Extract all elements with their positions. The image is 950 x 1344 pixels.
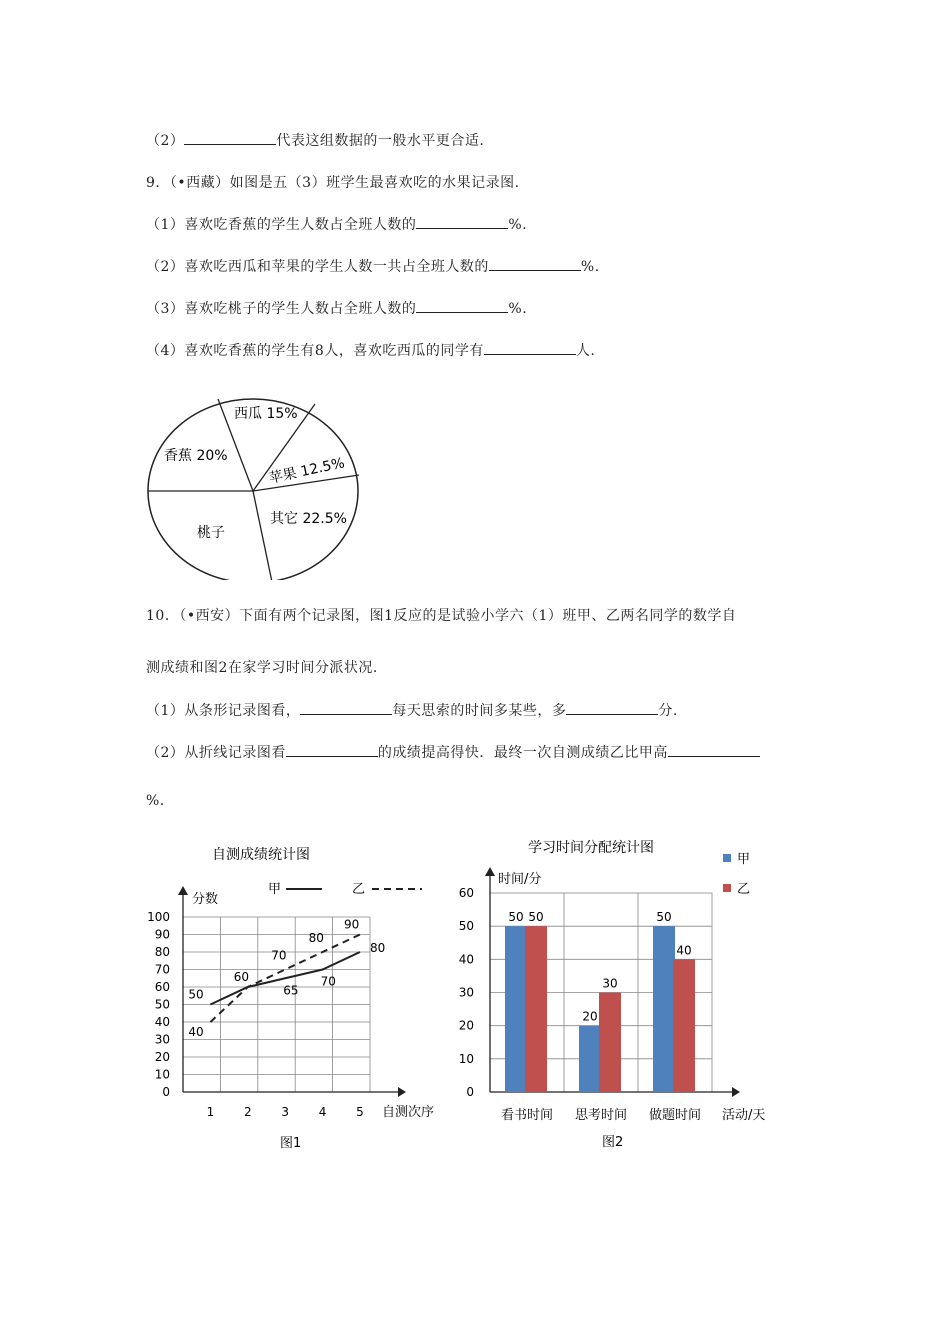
answer-blank[interactable]	[416, 298, 508, 313]
bar-value-label: 50	[508, 910, 524, 925]
q10-sub2-mid: 的成绩提高得快．最终一次自测成绩乙比甲高	[377, 745, 668, 761]
q10-sub2	[146, 742, 760, 762]
line-chart-ytick: 40	[154, 1015, 170, 1029]
q9-sub3-post: %.	[508, 301, 528, 317]
line-chart-xtick: 4	[318, 1105, 327, 1119]
q10-title-line2: 测成绩和图2在家学习时间分派状况.	[146, 660, 378, 676]
bar-b	[673, 959, 695, 1092]
bar-value-label: 30	[602, 976, 618, 991]
bar-chart-ytick: 20	[458, 1018, 474, 1033]
q10-title-line1: 10．（•西安）下面有两个记录图，图1反应的是试验小学六（1）班甲、乙两名同学的数学自	[146, 608, 737, 624]
q10-sub1-num: （1）	[146, 703, 185, 719]
answer-blank[interactable]	[484, 340, 576, 355]
line-data-label-a: 65	[283, 983, 299, 998]
bar-a	[505, 926, 527, 1092]
line-legend-label-a: 甲	[268, 882, 282, 897]
line-chart-xlabel: 自测次序	[382, 1105, 435, 1120]
q10-sub2-num: （2）	[146, 745, 185, 761]
line-chart-ytick: 10	[154, 1067, 170, 1082]
q9-sub1-post: %.	[508, 217, 528, 233]
answer-blank[interactable]	[489, 256, 581, 271]
q10-sub1	[146, 700, 678, 720]
answer-blank[interactable]	[184, 130, 276, 145]
score-line-chart	[140, 835, 460, 1155]
answer-blank[interactable]	[566, 700, 658, 715]
line-data-label-b: 40	[188, 1025, 204, 1039]
line-chart-ylabel: 分数	[192, 892, 219, 907]
q10-sub2-tail: %.	[146, 793, 165, 809]
bar-chart-title: 学习时间分配统计图	[528, 840, 654, 856]
line-chart-ytick: 30	[154, 1032, 170, 1047]
q9-sub3	[146, 298, 527, 318]
q9-sub3-pre: 喜欢吃桃子的学生人数占全班人数的	[184, 301, 417, 317]
bar-b	[525, 926, 547, 1092]
line-chart-x-arrow	[398, 1087, 406, 1097]
q10-sub1-pre: 从条形记录图看，	[184, 703, 301, 719]
pie-label-watermelon: 西瓜 15%	[234, 406, 298, 422]
bar-chart-ytick: 40	[458, 952, 474, 967]
bar-value-label: 50	[528, 910, 544, 925]
pie-label-other: 其它 22.5%	[270, 511, 347, 527]
q10-sub1-post: 分.	[658, 703, 678, 719]
line-chart-title: 自测成绩统计图	[212, 847, 310, 863]
line-data-label-b: 70	[271, 948, 287, 963]
line-chart-ytick: 90	[154, 927, 170, 942]
bar-chart-x-arrow	[732, 1087, 740, 1097]
line-data-label-b: 90	[344, 917, 360, 932]
bar-chart-category-label: 看书时间	[500, 1108, 554, 1123]
bar-chart-ytick: 0	[466, 1085, 474, 1099]
bar-legend-swatch	[723, 854, 731, 862]
bar-chart-y-arrow	[485, 867, 495, 876]
q9-sub2-post: %.	[580, 259, 600, 275]
line-chart-ytick: 80	[154, 945, 170, 959]
q9-sub1-pre: 喜欢吃香蕉的学生人数占全班人数的	[184, 217, 417, 233]
answer-blank[interactable]	[300, 700, 392, 715]
bar-legend-label: 甲	[737, 852, 751, 867]
bar-chart-ylabel: 时间/分	[498, 872, 542, 887]
q9-sub2-num: （2）	[146, 259, 185, 275]
q8-sub2-num: （2）	[146, 133, 185, 149]
q9-sub3-num: （3）	[146, 301, 185, 317]
line-legend-label-b: 乙	[352, 882, 366, 897]
q9-sub2	[146, 256, 600, 276]
line-chart-xtick: 2	[243, 1105, 252, 1119]
line-chart-ytick: 50	[154, 997, 170, 1012]
bar-chart-xlabel: 活动/天	[722, 1108, 766, 1123]
bar-chart-caption: 图2	[602, 1135, 624, 1150]
answer-blank[interactable]	[416, 214, 508, 229]
line-chart-ytick: 20	[154, 1050, 170, 1064]
bar-chart-category-label: 思考时间	[574, 1108, 628, 1123]
bar-a	[579, 1026, 601, 1092]
q9-sub2-pre: 喜欢吃西瓜和苹果的学生人数一共占全班人数的	[184, 259, 489, 275]
q9-sub4-num: （4）	[146, 343, 185, 359]
bar-chart-ytick: 60	[458, 886, 474, 900]
line-data-label-a: 70	[320, 974, 336, 989]
bar-b	[599, 993, 621, 1093]
q10-sub1-mid: 每天思索的时间多某些，多	[392, 703, 567, 719]
answer-blank[interactable]	[286, 742, 378, 757]
q10-sub2-pre: 从折线记录图看	[184, 745, 286, 761]
pie-label-peach: 桃子	[197, 525, 225, 541]
bar-value-label: 50	[656, 910, 672, 925]
line-data-label-a: 60	[233, 970, 250, 984]
line-chart-caption: 图1	[280, 1136, 302, 1151]
q8-sub2-text: 代表这组数据的一般水平更合适.	[276, 133, 485, 149]
line-chart-ytick: 100	[147, 910, 170, 924]
q9-sub1-num: （1）	[146, 217, 185, 233]
bar-chart-ytick: 10	[458, 1051, 474, 1066]
line-chart-ytick: 0	[162, 1085, 170, 1099]
line-chart-ytick: 70	[154, 962, 170, 977]
line-data-label-b: 80	[308, 931, 324, 945]
bar-a	[653, 926, 675, 1092]
pie-label-banana: 香蕉 20%	[164, 448, 228, 464]
q8-sub2	[146, 130, 484, 150]
pie-divider	[253, 491, 272, 580]
bar-chart-ytick: 30	[458, 985, 474, 1000]
pie-label-apple: 苹果 12.5%	[267, 455, 347, 487]
answer-blank[interactable]	[668, 742, 760, 757]
bar-chart-ytick: 50	[458, 919, 474, 934]
bar-legend-swatch	[723, 884, 731, 892]
line-chart-xtick: 3	[281, 1105, 290, 1119]
q9-sub1	[146, 214, 527, 234]
line-chart-ytick: 60	[154, 980, 170, 994]
q9-sub4-post: 人.	[575, 343, 596, 359]
fruit-pie-chart	[140, 380, 370, 580]
line-chart-xtick: 5	[356, 1105, 364, 1119]
bar-value-label: 20	[582, 1009, 598, 1024]
bar-value-label: 40	[676, 943, 692, 958]
q9-title: 9．（•西藏）如图是五（3）班学生最喜欢吃的水果记录图.	[146, 175, 520, 191]
line-chart-y-arrow	[178, 886, 188, 895]
study-time-bar-chart	[450, 830, 790, 1160]
line-data-label-a: 50	[188, 987, 204, 1002]
line-data-label-a: 80	[370, 941, 386, 955]
bar-legend-label: 乙	[737, 882, 751, 897]
q9-sub4	[146, 340, 595, 360]
line-chart-xtick: 1	[206, 1105, 215, 1119]
bar-chart-category-label: 做题时间	[648, 1108, 702, 1123]
q9-sub4-pre: 喜欢吃香蕉的学生有8人，喜欢吃西瓜的同学有	[184, 343, 484, 359]
